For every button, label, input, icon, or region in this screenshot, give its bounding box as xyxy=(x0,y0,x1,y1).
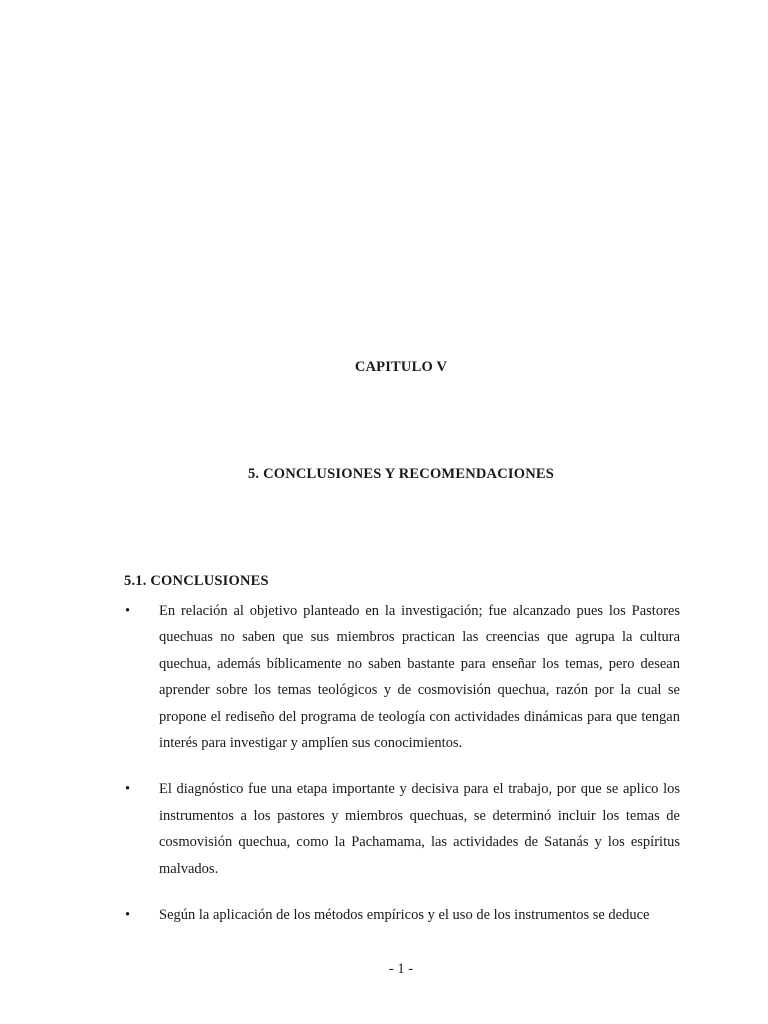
chapter-title: CAPITULO V xyxy=(354,359,448,375)
bullet-icon: • xyxy=(125,907,131,924)
paragraph: En relación al objetivo planteado en la investigación; fue alcanzado pues los Pastores quechuas no saben que sus miembros practican las creencias que agrupa la cultura quechua, además bíblicamente no saben bastante para enseñar los temas, pero desean aprender sobre los temas teológicos y de cosmovisión quechua, razón por la cual se propone el rediseño del programa de teología con actividades dinámicas para que tengan interés para investigar y amplíen sus conocimientos. xyxy=(159,603,680,752)
page-number: - 1 - xyxy=(388,961,414,977)
list-item xyxy=(124,776,680,882)
bullet-icon: • xyxy=(125,781,131,798)
paragraph: El diagnóstico fue una etapa importante y decisiva para el trabajo, por que se aplico los instrumentos a los pastores y miembros quechuas, se determinó incluir los temas de cosmovisión quechua, como la Pachamama, las actividades de Satanás y los espíritus malvados. xyxy=(159,781,680,877)
list-item xyxy=(124,902,680,928)
conclusions-list xyxy=(124,598,680,948)
paragraph: Según la aplicación de los métodos empíricos y el uso de los instrumentos se deduce xyxy=(159,907,650,924)
section-title: 5. CONCLUSIONES Y RECOMENDACIONES xyxy=(247,466,555,482)
list-item xyxy=(124,598,680,756)
bullet-icon: • xyxy=(125,603,131,619)
subsection-title: 5.1. CONCLUSIONES xyxy=(124,573,269,589)
